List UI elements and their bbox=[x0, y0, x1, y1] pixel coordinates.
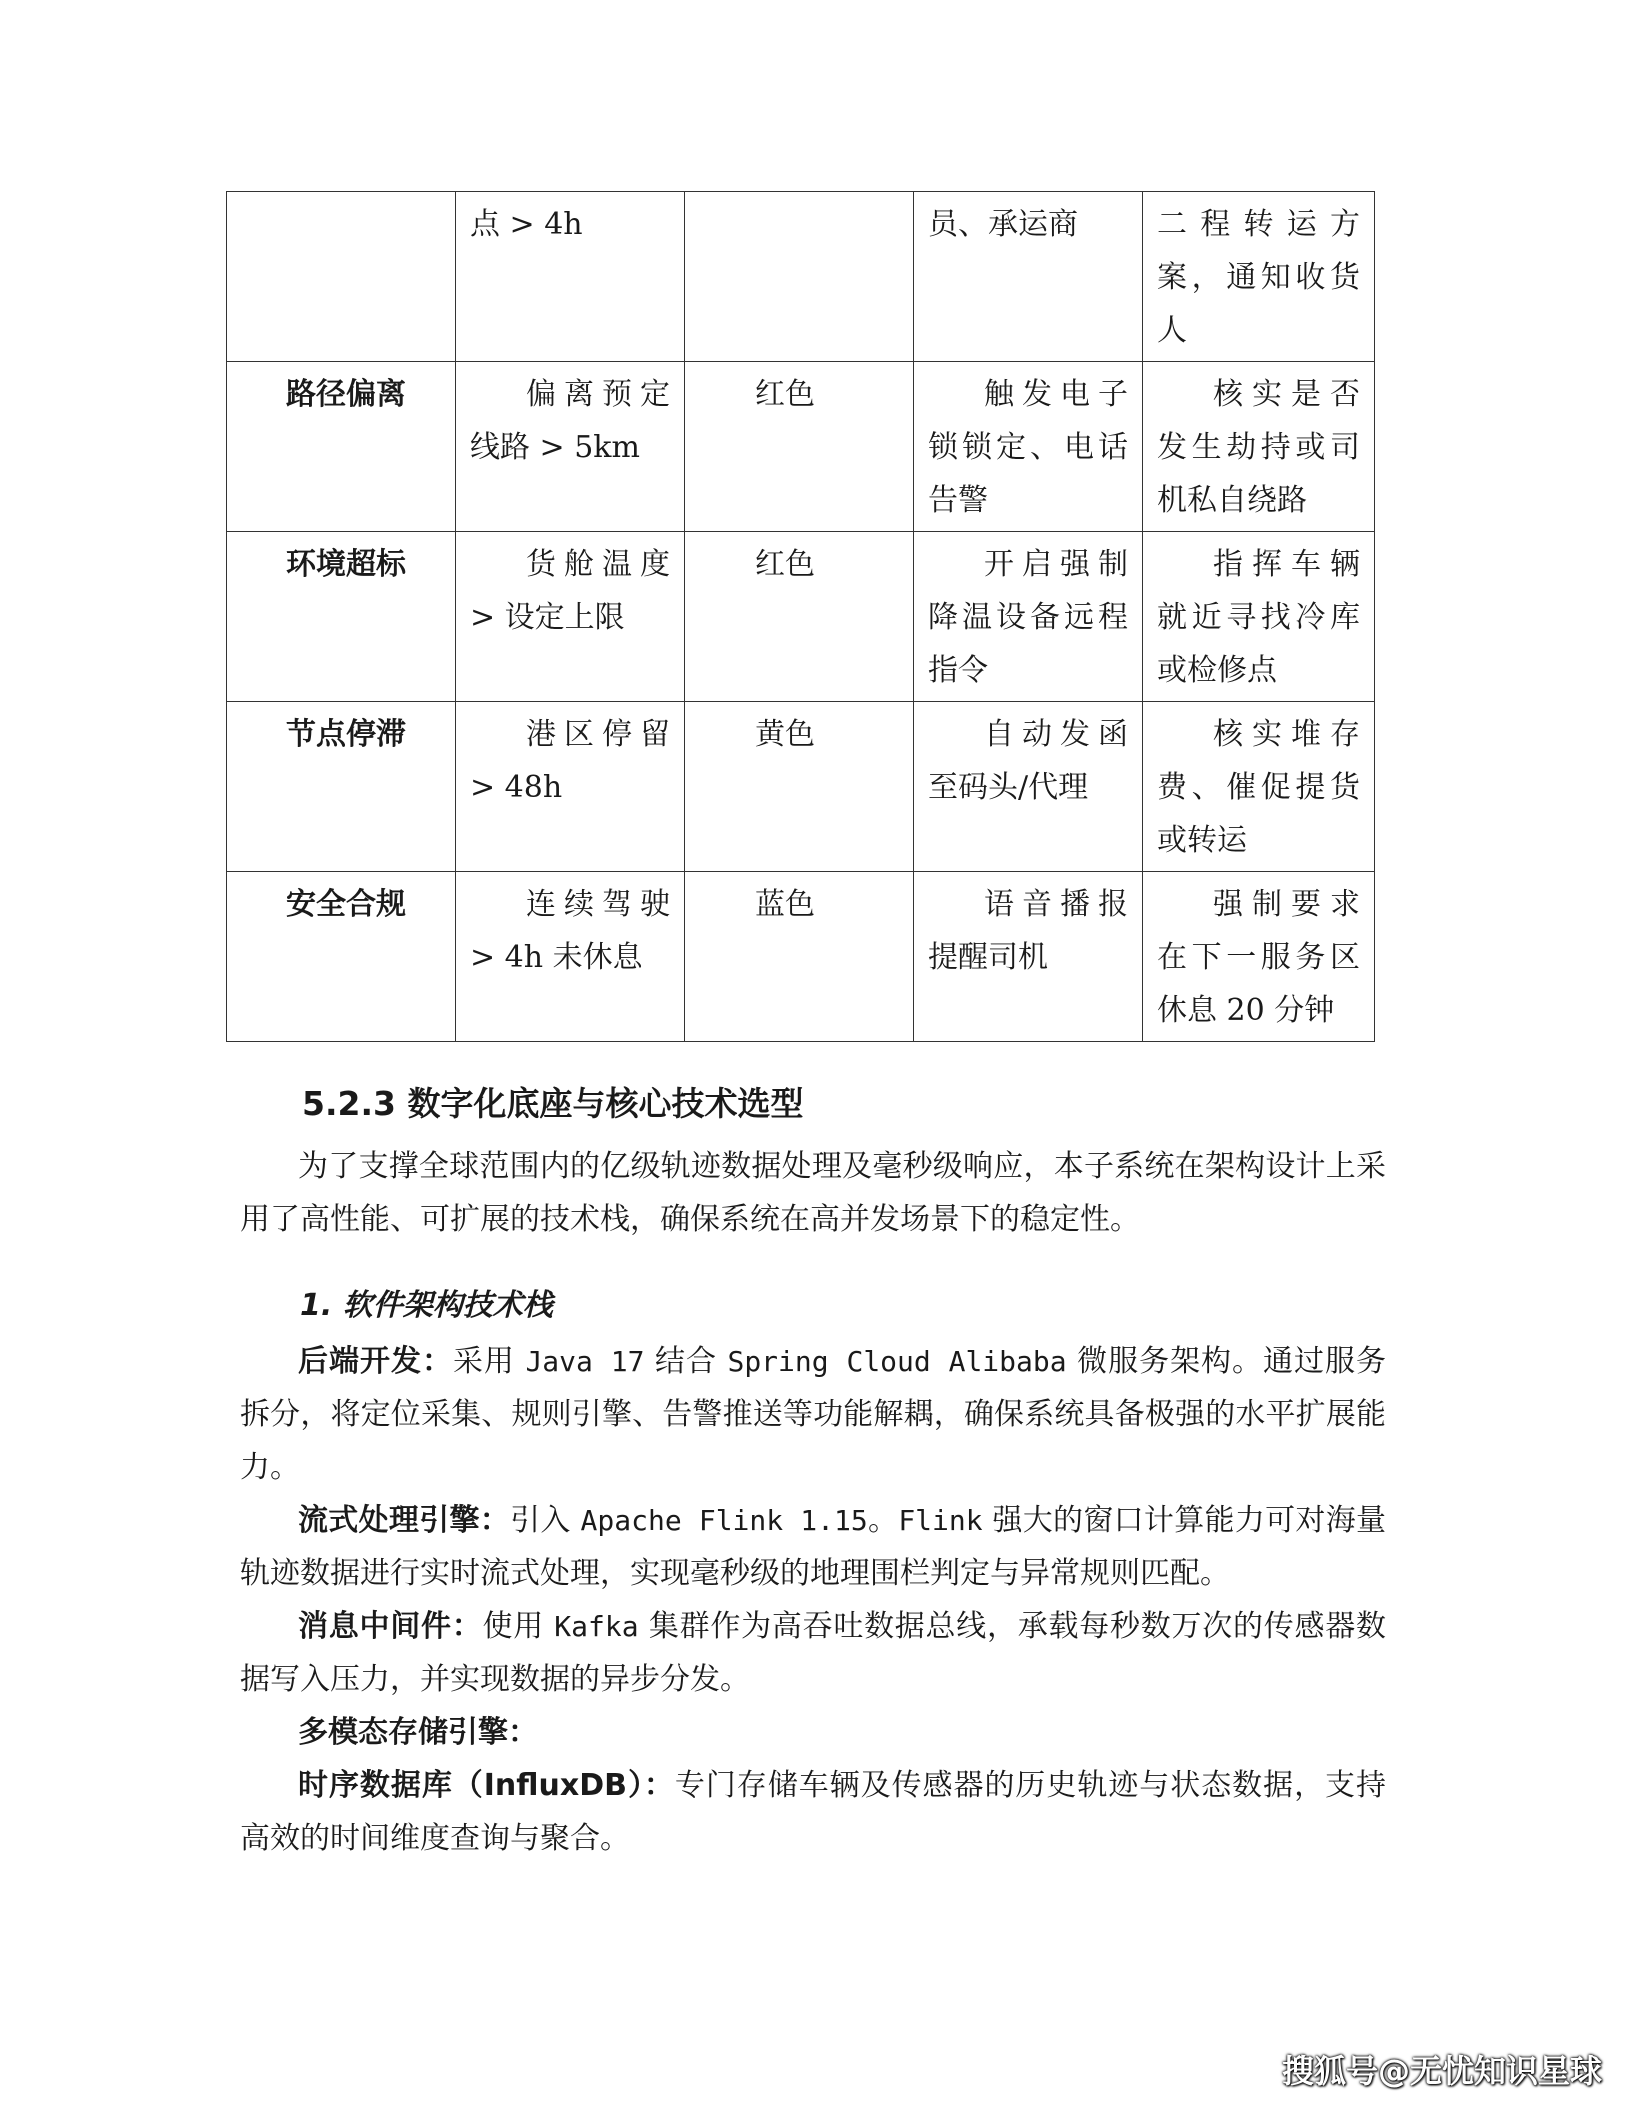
item-text: 。 bbox=[867, 1503, 899, 1538]
table-row bbox=[227, 192, 1375, 362]
cell-handling: 核实是否发生劫持或司机私自绕路 bbox=[1143, 362, 1375, 532]
intro-paragraph: 为了支撑全球范围内的亿级轨迹数据处理及毫秒级响应，本子系统在架构设计上采用了高性能、可扩展的技术栈，确保系统在高并发场景下的稳定性。 bbox=[240, 1149, 1386, 1237]
cell-handling: 二程转运方案，通知收货人 bbox=[1143, 192, 1375, 362]
item-label: 时序数据库（InfluxDB）： bbox=[298, 1768, 675, 1803]
cell-trigger: 偏离预定线路 > 5km bbox=[456, 362, 685, 532]
item-code: Spring Cloud Alibaba bbox=[727, 1345, 1067, 1378]
cell-trigger: 点 > 4h bbox=[456, 192, 685, 362]
table-row bbox=[227, 532, 1375, 702]
table-row bbox=[227, 702, 1375, 872]
cell-type: 环境超标 bbox=[227, 532, 456, 702]
item-label: 流式处理引擎： bbox=[298, 1503, 511, 1538]
cell-trigger: 货舱温度 > 设定上限 bbox=[456, 532, 685, 702]
cell-action: 触发电子锁锁定、电话告警 bbox=[914, 362, 1143, 532]
item-code: Kafka bbox=[554, 1610, 639, 1643]
item-text: 微服务架构。通过服务拆分，将定位采集、规则引擎、告警推送等功能解耦，确保系统具备极强的水平扩展能力。 bbox=[240, 1344, 1386, 1485]
item-label: 多模态存储引擎： bbox=[298, 1715, 538, 1750]
subsection-heading: 1. 软件架构技术栈 bbox=[300, 1288, 553, 1323]
cell-trigger: 连续驾驶 > 4h 未休息 bbox=[456, 872, 685, 1042]
item-code: Java 17 bbox=[525, 1345, 645, 1378]
cell-level: 蓝色 bbox=[685, 872, 914, 1042]
cell-type: 路径偏离 bbox=[227, 362, 456, 532]
item-text: 引入 bbox=[510, 1503, 581, 1538]
cell-level: 红色 bbox=[685, 532, 914, 702]
item-label: 后端开发： bbox=[298, 1344, 453, 1379]
cell-level bbox=[685, 192, 914, 362]
cell-type: 节点停滞 bbox=[227, 702, 456, 872]
cell-type: 安全合规 bbox=[227, 872, 456, 1042]
item-text: 使用 bbox=[482, 1609, 555, 1644]
cell-handling: 强制要求在下一服务区休息 20 分钟 bbox=[1143, 872, 1375, 1042]
item-text: 采用 bbox=[452, 1344, 526, 1379]
item-code: Apache Flink 1.15 bbox=[580, 1504, 868, 1537]
table-row bbox=[227, 362, 1375, 532]
messaging-paragraph bbox=[240, 1600, 1386, 1706]
alert-rules-table bbox=[226, 191, 1375, 1042]
storage-paragraph bbox=[240, 1706, 1386, 1759]
table-row bbox=[227, 872, 1375, 1042]
item-text: 专门存储车辆及传感器的历史轨迹与状态数据，支持高效的时间维度查询与聚合。 bbox=[240, 1768, 1386, 1856]
cell-action: 开启强制降温设备远程指令 bbox=[914, 532, 1143, 702]
item-text: 集群作为高吞吐数据总线，承载每秒数万次的传感器数据写入压力，并实现数据的异步分发。 bbox=[240, 1609, 1386, 1697]
cell-action: 员、承运商 bbox=[914, 192, 1143, 362]
tsdb-paragraph bbox=[240, 1759, 1386, 1865]
stream-paragraph bbox=[240, 1494, 1386, 1600]
item-label: 消息中间件： bbox=[298, 1609, 483, 1644]
watermark: 搜狐号@无忧知识星球 bbox=[1281, 2052, 1602, 2090]
cell-handling: 核实堆存费、催促提货或转运 bbox=[1143, 702, 1375, 872]
item-code: Flink bbox=[898, 1504, 983, 1537]
cell-action: 自动发函至码头/代理 bbox=[914, 702, 1143, 872]
cell-handling: 指挥车辆就近寻找冷库或检修点 bbox=[1143, 532, 1375, 702]
section-heading: 5.2.3 数字化底座与核心技术选型 bbox=[302, 1084, 804, 1123]
cell-level: 黄色 bbox=[685, 702, 914, 872]
item-text: 强大的窗口计算能力可对海量轨迹数据进行实时流式处理，实现毫秒级的地理围栏判定与异常规则匹配。 bbox=[240, 1503, 1387, 1591]
item-text: 结合 bbox=[644, 1344, 728, 1379]
cell-level: 红色 bbox=[685, 362, 914, 532]
cell-action: 语音播报提醒司机 bbox=[914, 872, 1143, 1042]
cell-type bbox=[227, 192, 456, 362]
cell-trigger: 港区停留 > 48h bbox=[456, 702, 685, 872]
backend-paragraph bbox=[240, 1335, 1386, 1494]
